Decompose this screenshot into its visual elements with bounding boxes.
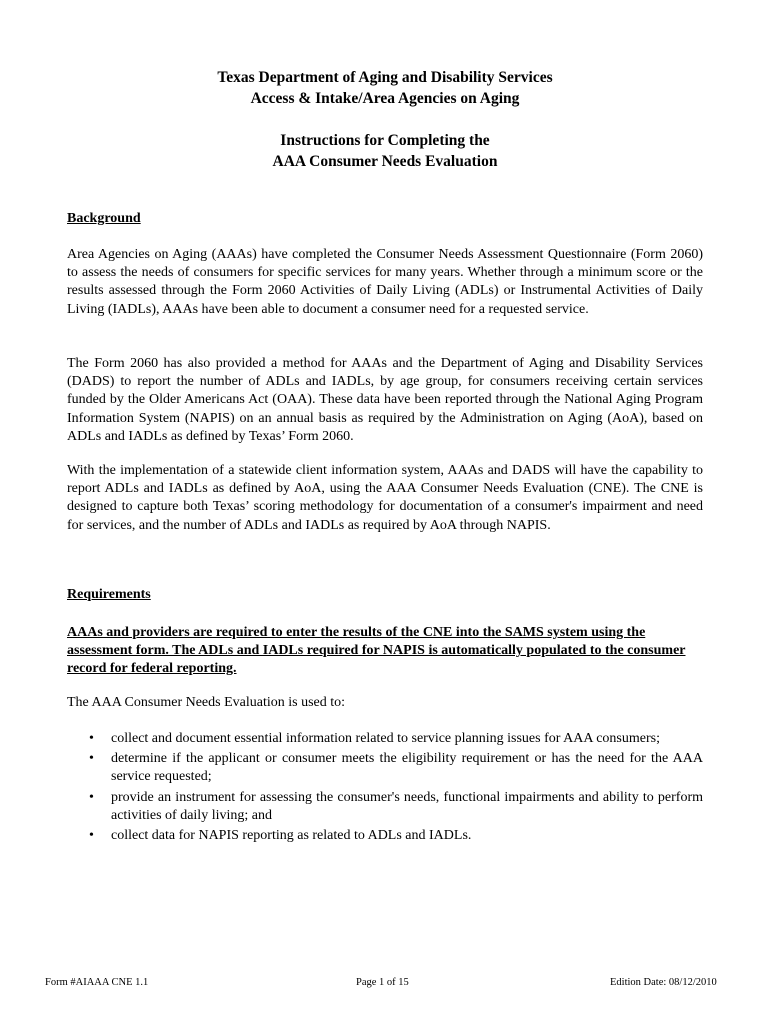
requirements-intro: The AAA Consumer Needs Evaluation is used to: [67,695,346,710]
requirements-heading: Requirements [67,587,151,602]
footer-page-number: Page 1 of 15 [356,977,409,988]
list-item-text: provide an instrument for assessing the consumer's needs, functional impairments and ability to perform activities of daily living; and [111,789,703,823]
bullet-icon: • [89,828,94,844]
agency-title: Texas Department of Aging and Disability Services [217,69,553,86]
title-block-agency [0,67,770,109]
footer-form-number: Form #AIAAA CNE 1.1 [45,977,149,988]
purpose-list [67,730,703,847]
background-paragraph-3: With the implementation of a statewide client information system, AAAs and DADS will have the capability to report ADLs and IADLs as defined by AoA, using the AAA Consumer Needs Evaluation (CNE). The CNE is designed to capture both Texas’ scoring methodology for documentation of a consumer's impairment and need for services, and the number of ADLs and IADLs as required by AoA through NAPIS. [67,463,703,533]
list-item [67,827,703,845]
title-block-document [0,130,770,172]
bullet-icon: • [89,789,94,805]
background-paragraph-2: The Form 2060 has also provided a method for AAAs and the Department of Aging and Disability Services (DADS) to report the number of ADLs and IADLs, by age group, for consumers receiving certain services funded by the Older Americans Act (OAA). These data have been reported through the National Aging Program Information System (NAPIS) on an annual basis as required by the Administration on Aging (AoA), based on ADLs and IADLs as defined by Texas’ Form 2060. [67,356,703,444]
background-heading: Background [67,211,141,226]
list-item [67,789,703,825]
background-paragraph-1: Area Agencies on Aging (AAAs) have completed the Consumer Needs Assessment Questionnaire (Form 2060) to assess the needs of consumers for specific services for many years. Whether through a minimum score or the results assessed through the Form 2060 Activities of Daily Living (ADLs) or Instrumental Activities of Daily Living (IADLs), AAAs have been able to document a consumer need for a requested service. [67,247,703,317]
document-title: Instructions for Completing the [280,132,490,149]
footer-edition-date: Edition Date: 08/12/2010 [610,977,717,988]
agency-subtitle: Access & Intake/Area Agencies on Aging [250,90,520,107]
requirements-notice: AAAs and providers are required to enter the results of the CNE into the SAMS system using the assessment form. The ADLs and IADLs required for NAPIS is automatically populated to the consumer record for federal reporting. [67,625,686,677]
bullet-icon: • [89,751,94,767]
list-item [67,730,703,748]
list-item-text: collect and document essential information related to service planning issues for AAA consumers; [111,731,660,746]
document-subtitle: AAA Consumer Needs Evaluation [272,153,498,170]
list-item-text: collect data for NAPIS reporting as related to ADLs and IADLs. [111,828,472,844]
list-item-text: determine if the applicant or consumer meets the eligibility requirement or has the need for the AAA service requested; [111,751,703,785]
list-item [67,750,703,786]
bullet-icon: • [89,731,94,746]
